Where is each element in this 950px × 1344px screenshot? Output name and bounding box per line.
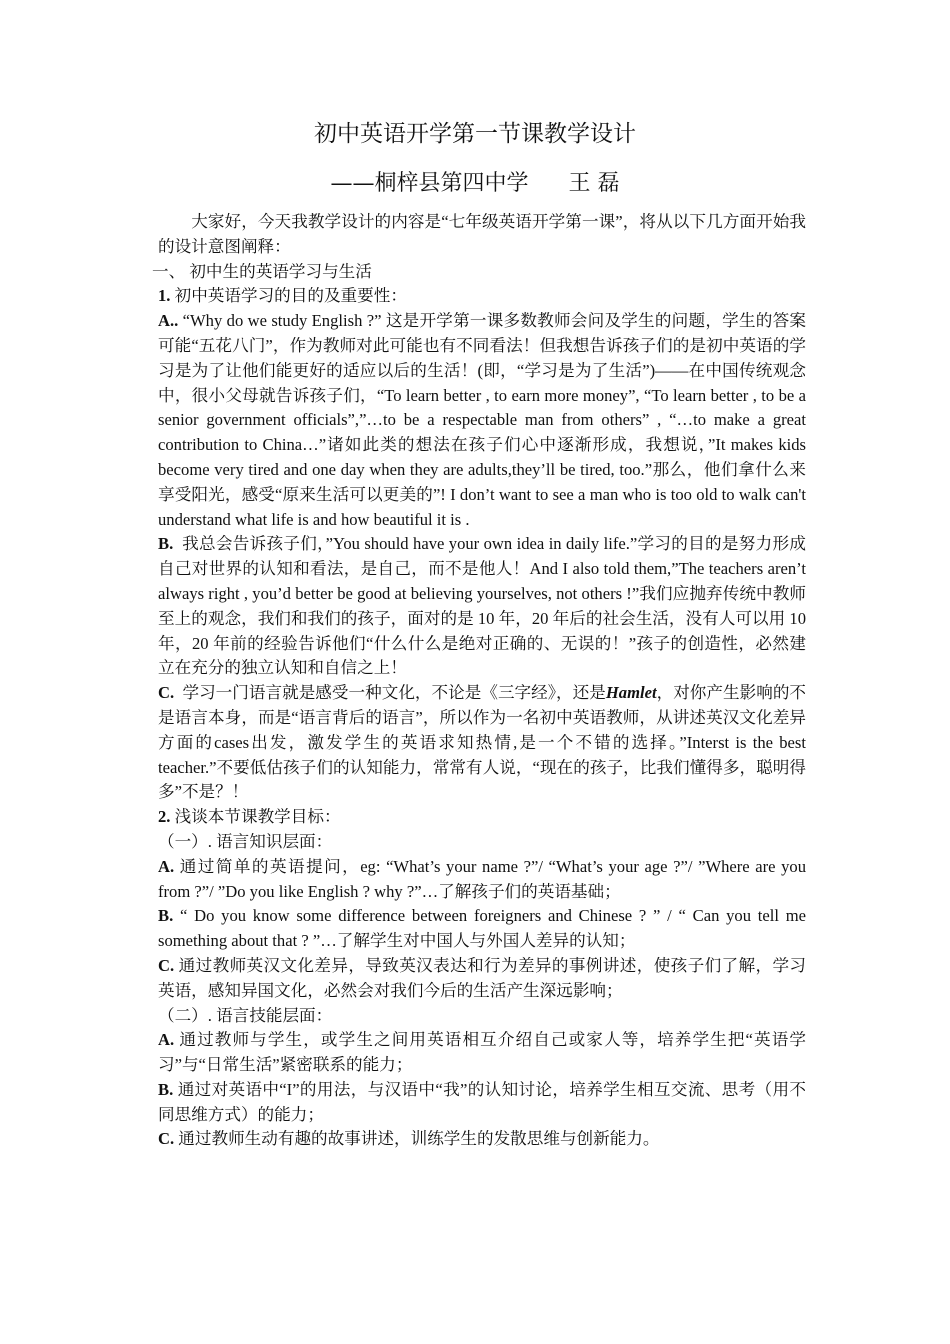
skill-goal-b-text: 通过对英语中“I”的用法，与汉语中“我”的认知讨论，培养学生相互交流、思考（用不同思维方式）的能力；	[158, 1079, 807, 1124]
subsection-heading-1: （一）. 语言知识层面：	[158, 831, 333, 851]
document-title: 初中英语开学第一节课教学设计	[314, 121, 636, 147]
paragraph-a-text: “Why do we study English ?” 这是开学第一课多数教师会问及学生的问题，学生的答案可能“五花八门”，作为教师对此可能也有不同看法！但我想告诉孩子们的是初中英语的学习是为了让他们能更好的适应以后的生活！(即，“学习是为了生活”)——在中国传统观念中，很小父母就告诉孩子们，“To learn better , to earn more money”, “To learn better , to be a senior government officials”,”…to be a respectable man from others” , “…to make a great contribution to China…”诸如此类的想法在孩子们心中逐渐形成，我想说，”It makes kids become very tired and one day when they are adults,they’ll be tired, too.”那么，他们拿什么来享受阳光，感受“原来生活可以更美的”! I don’t want to see a man who is too old to walk can't understand what life is and how beautiful it is .	[158, 311, 806, 529]
hamlet-title: Hamlet	[605, 683, 657, 703]
section-heading-1: 一、 初中生的英语学习与生活	[152, 261, 372, 281]
subsection-heading-2: （二）. 语言技能层面：	[158, 1005, 333, 1025]
document-subtitle	[0, 168, 950, 200]
paragraph-b-text: 我总会告诉孩子们，”You should have your own idea in daily life.”学习的目的是努力形成自己对世界的认知和看法，是自己，而不是他人！And I also told them,”The teachers aren’t always right , you’d better be good at believing yourselves, not others !”我们应抛弃传统中教师至上的观念，我们和我们的孩子，面对的是 10 年，20 年后的社会生活，没有人可以用 10 年，20 年前的经验告诉他们“什么什么是绝对正确的、无误的！”孩子的创造性，必然建立在充分的独立认知和自信之上！	[158, 534, 806, 678]
knowledge-goal-b	[158, 904, 806, 954]
item-2-heading	[158, 805, 806, 830]
paragraph-b-label: B.	[158, 534, 174, 554]
paragraph-c	[158, 681, 806, 805]
knowledge-goal-a-label: A.	[158, 856, 175, 876]
knowledge-goal-c	[158, 954, 806, 1004]
skill-goal-c-text: 通过教师生动有趣的故事讲述，训练学生的发散思维与创新能力。	[178, 1129, 660, 1149]
skill-goal-c	[158, 1127, 806, 1152]
skill-goal-a-label: A.	[158, 1030, 175, 1050]
knowledge-goal-b-label: B.	[158, 906, 174, 926]
item-2-text: 浅谈本节课教学目标：	[174, 807, 341, 827]
skill-goal-b	[158, 1078, 806, 1128]
document-body	[152, 210, 807, 1152]
knowledge-goal-c-text: 通过教师英汉文化差异，导致英汉表达和行为差异的事例讲述，使孩子们了解，学习英语，感知异国文化，必然会对我们今后的生活产生深远影响；	[158, 955, 807, 1000]
paragraph-b	[158, 532, 806, 681]
skill-goal-b-label: B.	[158, 1079, 174, 1099]
knowledge-goal-c-label: C.	[158, 955, 175, 975]
knowledge-goal-a-text: 通过简单的英语提问，eg: “What’s your name ?”/ “What’s your age ?”/ ”Where are you from ?”/ ”Do you like English ? why ?”…了解孩子们的英语基础；	[158, 856, 806, 901]
item-1-heading	[158, 284, 806, 309]
paragraph-a	[158, 309, 806, 532]
skill-goal-c-label: C.	[158, 1129, 175, 1149]
school-name: ——桐梓县第四中学	[330, 171, 529, 196]
author-name: 王 磊	[568, 171, 620, 196]
skill-goal-a	[158, 1028, 806, 1078]
item-1-text: 初中英语学习的目的及重要性：	[174, 286, 407, 306]
item-2-number: 2.	[158, 807, 171, 827]
knowledge-goal-a	[158, 855, 806, 905]
knowledge-goal-b-text: “ Do you know some difference between foreigners and Chinese ? ” / “ Can you tell me something about that ? ”…了解学生对中国人与外国人差异的认知；	[158, 906, 806, 951]
paragraph-c-text-2: ，对你产生影响的不是语言本身，而是“语言背后的语言”，所以作为一名初中英语教师，从讲述英汉文化差异方面的cases出发，激发学生的英语求知热情,是一个不错的选择。”Interst is the best teacher.”不要低估孩子们的认知能力，常常有人说，“现在的孩子，比我们懂得多，聪明得多”不是？！	[158, 683, 807, 802]
paragraph-c-text-1: 学习一门语言就是感受一种文化，不论是《三字经》，还是	[182, 683, 606, 703]
skill-goal-a-text: 通过教师与学生，或学生之间用英语相互介绍自己或家人等，培养学生把“英语学习”与“日常生活”紧密联系的能力；	[158, 1030, 806, 1075]
paragraph-c-label: C.	[158, 683, 175, 703]
paragraph-a-label: A..	[158, 311, 179, 331]
intro-paragraph: 大家好，今天我教学设计的内容是“七年级英语开学第一课”，将从以下几方面开始我的设计意图阐释：	[158, 212, 806, 256]
item-1-number: 1.	[158, 286, 171, 306]
